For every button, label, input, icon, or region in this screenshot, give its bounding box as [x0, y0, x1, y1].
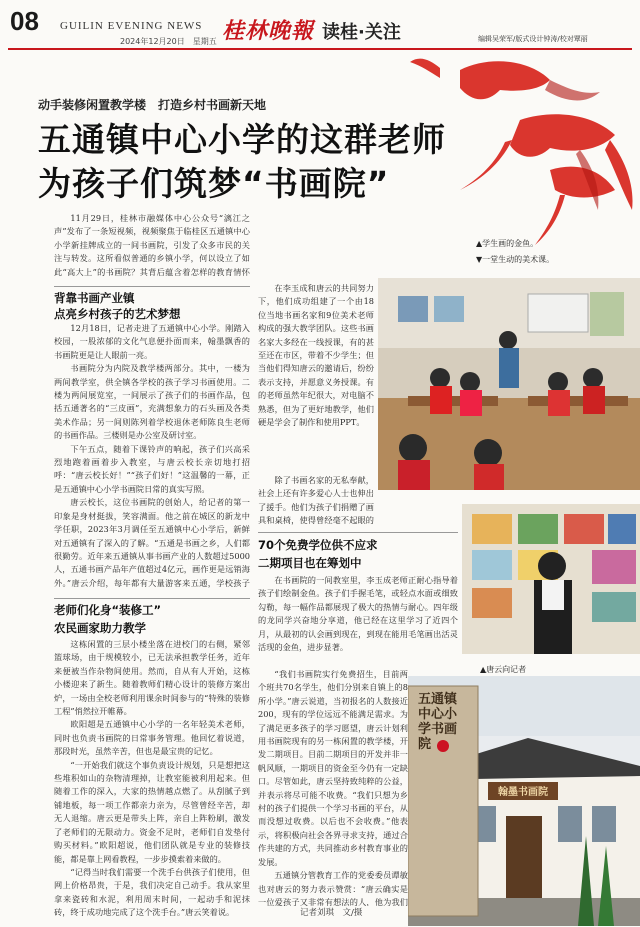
paragraph: 在李玉成和唐云的共同努力下，他们成功组建了一个由18位当地书画名家和9位美术老师构成的强大教学团队。这些书画名家大多经在一线授课，有的甚至还在市区，带着不少学生；但当他们得知唐云的邀请后，纷纷表示支持，并愿意义务授课。有的老师虽然年纪很大，对电脑不熟悉，但为了更好地教学，他们硬是学会了制作和使用PPT。: [258, 283, 374, 428]
article-intro: [54, 212, 250, 280]
paragraph: [54, 920, 250, 922]
section2-subtitle: 农民画家助力教学: [54, 621, 146, 635]
section1-body: [54, 322, 250, 592]
building-sign-text: 翰墨书画院: [498, 787, 548, 798]
paragraph: “一开始我们就这个事负责设计规划，只是想把这些堆积如山的杂物清理掉，让教室能被利用起来。但随着工作的深入，大家的热情越点燃了。从刮腻子到铺地板，每一项工作都亲力亲为，尽管曾经辛苦，却无人退缩。唐云更是带头上阵，亲自上阵粉刷，激发了老师们的无限动力。资金不足时，老师们自发垫付购买材料。”欧阳超说，他们团队就是专业的装修技能，都是靠上网看教程，一步步摸索着来做的。: [54, 759, 250, 864]
classroom-photo: [378, 278, 640, 490]
paragraph: 五通镇分管教育工作的党委委员谭敏也对唐云的努力表示赞赏：“唐云确实是一位爱孩子又非常有想法的人，他为我们: [258, 870, 408, 906]
paragraph: “记得当时我们需要一个洗手台供孩子们使用，但网上价格昂贵，于是，我们决定自己动手。我从家里拿来瓷砖和水泥，利用周末时间，一起动手和泥抹砖，终于成功地完成了这个洗手台。”唐云笑着说。: [54, 866, 250, 918]
section3-body-part2: [258, 668, 408, 906]
paragraph: 下午五点，随着下课铃声的响起，孩子们兴高采烈地跑着画着步入教室，与唐云校长亲切地打招呼：“唐云校长好！”“孩子们好！”这温馨的一幕，正是五通镇中心小学书画院日常的真实写照。: [54, 443, 250, 494]
section2-body: [54, 638, 250, 922]
issue-date: 2024年12月20日 星期五: [120, 37, 217, 46]
section3-subtitle: 二期项目也在筹划中: [258, 556, 362, 570]
section1-subtitle: 点亮乡村孩子的艺术梦想: [54, 307, 181, 321]
section2-continued: [258, 282, 374, 482]
section-rule: [258, 532, 458, 533]
paragraph: 在书画院的一间教室里，李玉成老师正耐心指导着孩子们绘制金鱼。孩子们手握毛笔，或轻点水面或细致勾勒，每一幅作品都展现了极大的热情与耐心。四年级的龙同学兴奋地分享道，他已经在这里学习了近四个月，从最初的认会画到现在，到现在能用毛笔画出活灵活现的金鱼，进步显著。: [258, 575, 458, 653]
paragraph: 这栋闲置的三层小楼坐落在进校门的右侧，紧邻篮球场，由于规模较小，已无法承担教学任务，近年来便被当作杂物间使用。然而，自从有人开始，这栋小楼迎来了新生。随着教师们精心设计的装修方案出炉，一场由全校老师利用课余时间参与的“特殊的装修工程”悄然拉开帷幕。: [54, 639, 250, 717]
section3-body-part1: [258, 574, 458, 668]
caption-art-class: ▼一堂生动的美术课。: [476, 255, 555, 264]
section3-title: 70个免费学位供不应求: [258, 538, 378, 552]
paragraph: 12月18日，记者走进了五通镇中心小学。刚踏入校园，一股浓郁的文化气息便扑面而来，翰墨飘香的书画院更是让人眼前一亮。: [54, 323, 250, 360]
article-kicker: 动手装修闲置教学楼 打造乡村书画新天地: [38, 98, 267, 112]
caption-portrait-line1: ▲唐云向记者: [480, 665, 527, 674]
section-rule: [54, 286, 250, 287]
paragraph: 唐云校长，这位书画院的创始人，给记者的第一印象是身材挺拔，笑容满面。他之前在城区的新龙中学任职，2023年3月调任至五通镇中心小学后，新鲜对五通镇有了深入的了解。“五通是书画之乡，人们都很勤劳。近年来五通镇从事书画产业的人数超过5000人，五通书画产品年产值超过4亿元，画作更是远销海外。”唐云介绍，每年都有大量游客来五通，学校孩子: [54, 497, 250, 588]
section-rule: [54, 598, 250, 599]
headline-line-1: 五通镇中心小学的这群老师: [38, 120, 446, 159]
section1-title: 背靠书画产业镇: [54, 291, 135, 305]
paragraph: 除了书画名家的无私奉献，社会上还有许多爱心人士也伸出了援手。他们为孩子们捐赠了画具和桌椅，使得曾经毫不起眼的: [258, 475, 374, 526]
paragraph: 11月29日，桂林市融媒体中心公众号“漓江之声”发布了一条短视频，视频聚焦于临桂区五通镇中心小学新挂牌成立的一间书画院，引发了众多市民的关注与转发。这所看似普通的乡镇小学，何以设立了如此“高大上”的书画院？其背后蕴含着怎样的教育情怀: [54, 213, 250, 277]
article-byline: 记者刘琪 文/摄: [300, 908, 363, 918]
english-paper-name: GUILIN EVENING NEWS: [60, 20, 203, 32]
teacher-with-artwork-photo: [462, 504, 640, 654]
paper-logo: 桂林晚報: [222, 18, 315, 44]
page-number: 08: [10, 6, 39, 36]
paragraph: “我们书画院实行免费招生，目前两个班共70名学生，他们分别来自镇上的8所小学。”唐云说道，当初报名的人数接近200，现有的学位远远不能满足需求。为了满足更多孩子的学习愿望，唐云计划利用书画院现有的另一栋闲置的教学楼，开发二期项目。目前二期项目的开发并非一帆风顺，一期项目的资金至今仍有一定缺口。尽管如此，唐云坚持致纯粹的公益，并表示将尽可能不收费。“我们只想为乡村的孩子们提供一个学习书画的平台，从而没想过收费。以后也不会收费。”他表示，将积极向社会各界寻求支持，通过合作共建的方式，共同推动乡村教育事业的发展。: [258, 669, 408, 867]
editor-credits: 编辑吴荣军/版式设计钟涛/校对覃丽: [478, 35, 588, 43]
section2-title: 老师们化身“装修工”: [54, 603, 162, 617]
paragraph: 书画院分为内院及教学楼两部分。其中，一楼为两间教学室，供全镇各学校的孩子学习书画使用。二楼为两间展览室，一间展示了孩子们的书画作品，包括五通著名的“三皮画”，充满想象力的石头画及各类美术作品；另一间则陈列着学校退休老师陈良生老师的书画作品。三楼则是办公室及研讨室。: [54, 363, 250, 441]
headline-line-2: 为孩子们筑梦“书画院”: [38, 164, 390, 203]
community-support: [258, 474, 374, 530]
paragraph: 欧阳超是五通镇中心小学的一名年轻美术老师，同时也负责书画院的日常事务管理。他回忆着说道，那段时光，虽然辛苦，但也是最宝贵的记忆。: [54, 719, 250, 757]
column-name: 读桂·关注: [322, 22, 401, 43]
caption-fish-painting: ▲学生画的金鱼。: [476, 239, 539, 248]
stone-plaque-text: 五通镇中心小学书画院: [418, 692, 458, 752]
